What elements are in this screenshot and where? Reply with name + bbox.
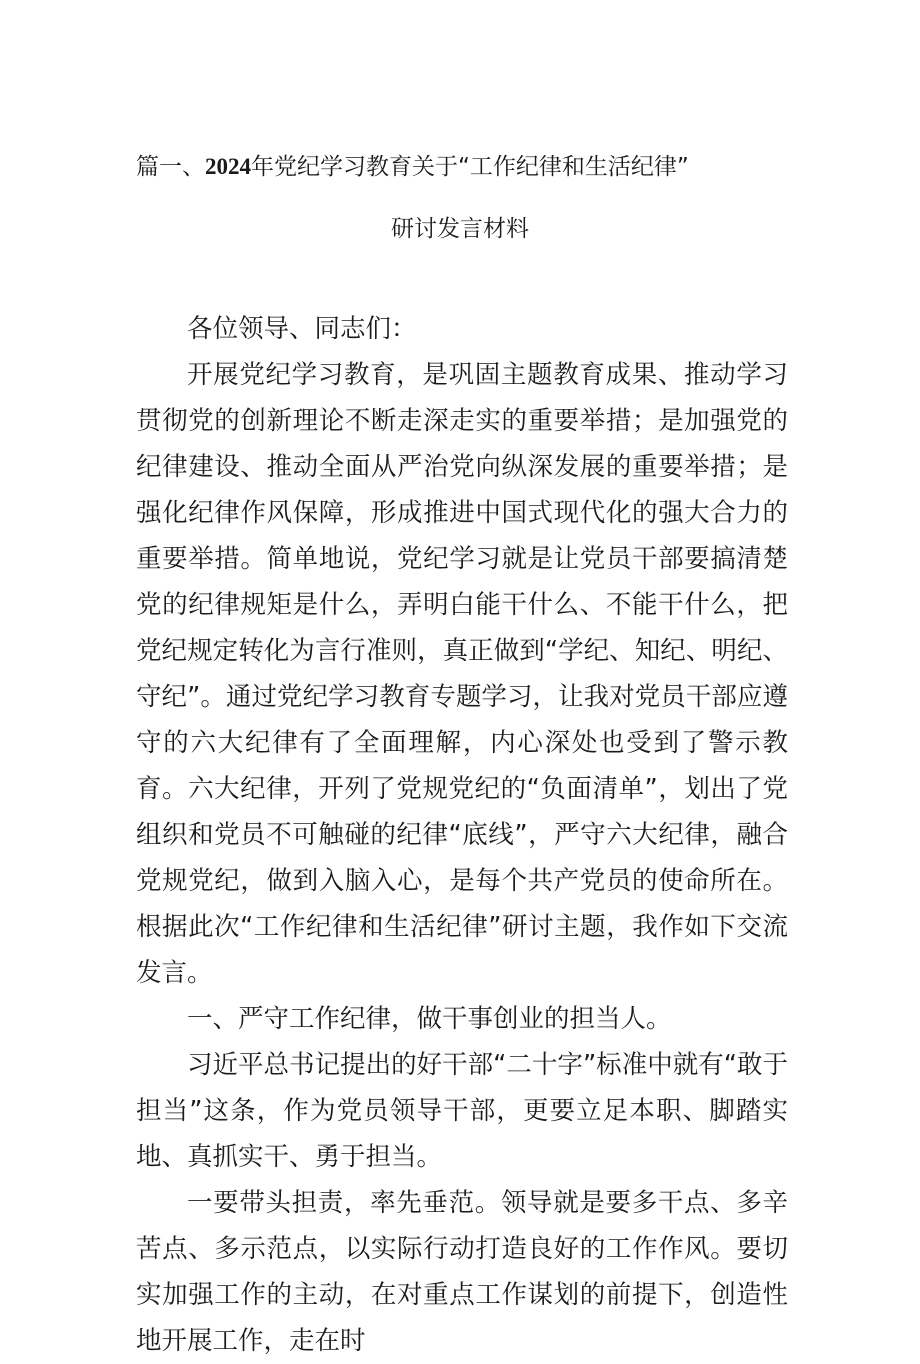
- document-subtitle: 研讨发言材料: [391, 216, 529, 242]
- document-body: [136, 306, 788, 1364]
- salutation: 各位领导、同志们：: [187, 314, 417, 344]
- title-prefix: 篇一、: [136, 154, 205, 180]
- body-paragraph: 一要带头担责，率先垂范。领导就是要多干点、多辛苦点、多示范点，以实际行动打造良好的工作作风。要切实加强工作的主动，在对重点工作谋划的前提下，创造性地开展工作，走在时: [136, 1188, 788, 1356]
- section-heading: 一、严守工作纪律，做干事创业的担当人。: [187, 1004, 672, 1034]
- body-paragraph: 开展党纪学习教育，是巩固主题教育成果、推动学习贯彻党的创新理论不断走深走实的重要举措；是加强党的纪律建设、推动全面从严治党向纵深发展的重要举措；是强化纪律作风保障，形成推进中国式现代化的强大合力的重要举措。简单地说，党纪学习就是让党员干部要搞清楚党的纪律规矩是什么，弄明白能干什么、不能干什么，把党纪规定转化为言行准则，真正做到“学纪、知纪、明纪、守纪”。通过党纪学习教育专题学习，让我对党员干部应遵守的六大纪律有了全面理解，内心深处也受到了警示教育。六大纪律，开列了党规党纪的“负面清单”，划出了党组织和党员不可触碰的纪律“底线”，严守六大纪律，融合党规党纪，做到入脑入心，是每个共产党员的使命所在。根据此次“工作纪律和生活纪律”研讨主题，我作如下交流发言。: [136, 360, 788, 988]
- document-title: [136, 150, 689, 184]
- body-paragraph: 习近平总书记提出的好干部“二十字”标准中就有“敢于担当”这条，作为党员领导干部，更要立足本职、脚踏实地、真抓实干、勇于担当。: [136, 1050, 788, 1172]
- title-year: 2024: [205, 154, 251, 179]
- title-rest: 年党纪学习教育关于“工作纪律和生活纪律”: [251, 154, 689, 180]
